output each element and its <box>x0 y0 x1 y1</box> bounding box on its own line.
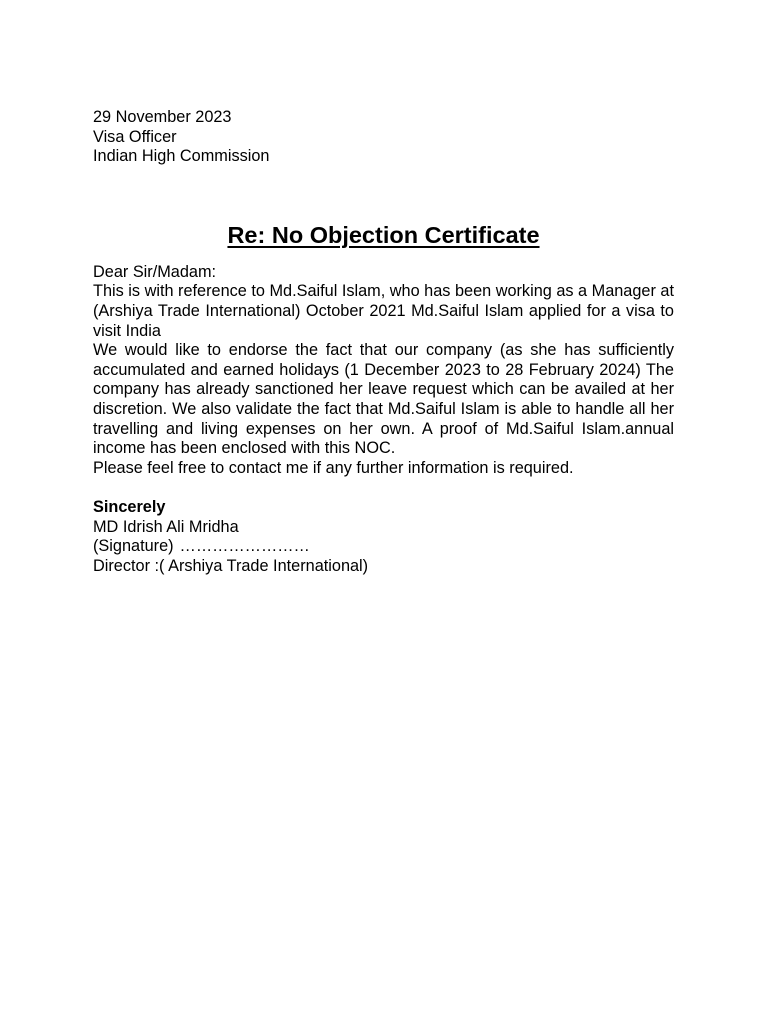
spacer <box>93 478 674 498</box>
closing: Sincerely <box>93 497 166 516</box>
salutation: Dear Sir/Madam: <box>93 262 217 281</box>
letter-title: Re: No Objection Certificate <box>227 221 540 248</box>
signature-label: (Signature) <box>93 537 174 556</box>
signature-dots: …………………… <box>179 537 310 556</box>
signer-name: MD Idrish Ali Mridha <box>93 517 239 536</box>
paragraph-endorsement: We would like to endorse the fact that our company (as she has sufficiently accumulated and earned holidays (1 December 2023 to 28 February 2024) The company has already sanctioned her leave request which can be availed at her discretion. We also validate the fact that Md.Saiful Islam is able to handle all her travelling and living expenses on her own. A proof of Md.Saiful Islam.annual income has been enclosed with this NOC. <box>93 341 674 458</box>
signature-line <box>93 537 674 557</box>
letter-date: 29 November 2023 <box>93 108 232 126</box>
recipient-organization: Indian High Commission <box>93 147 270 166</box>
signer-title: Director :( Arshiya Trade International) <box>93 556 369 575</box>
paragraph-contact: Please feel free to contact me if any further information is required. <box>93 458 574 477</box>
letter-body <box>93 108 674 576</box>
recipient-title: Visa Officer <box>93 127 177 146</box>
paragraph-reference: This is with reference to Md.Saiful Islam, who has been working as a Manager at (Arshiya Trade International) October 2021 Md.Saiful Islam applied for a visa to visit India <box>93 282 674 340</box>
